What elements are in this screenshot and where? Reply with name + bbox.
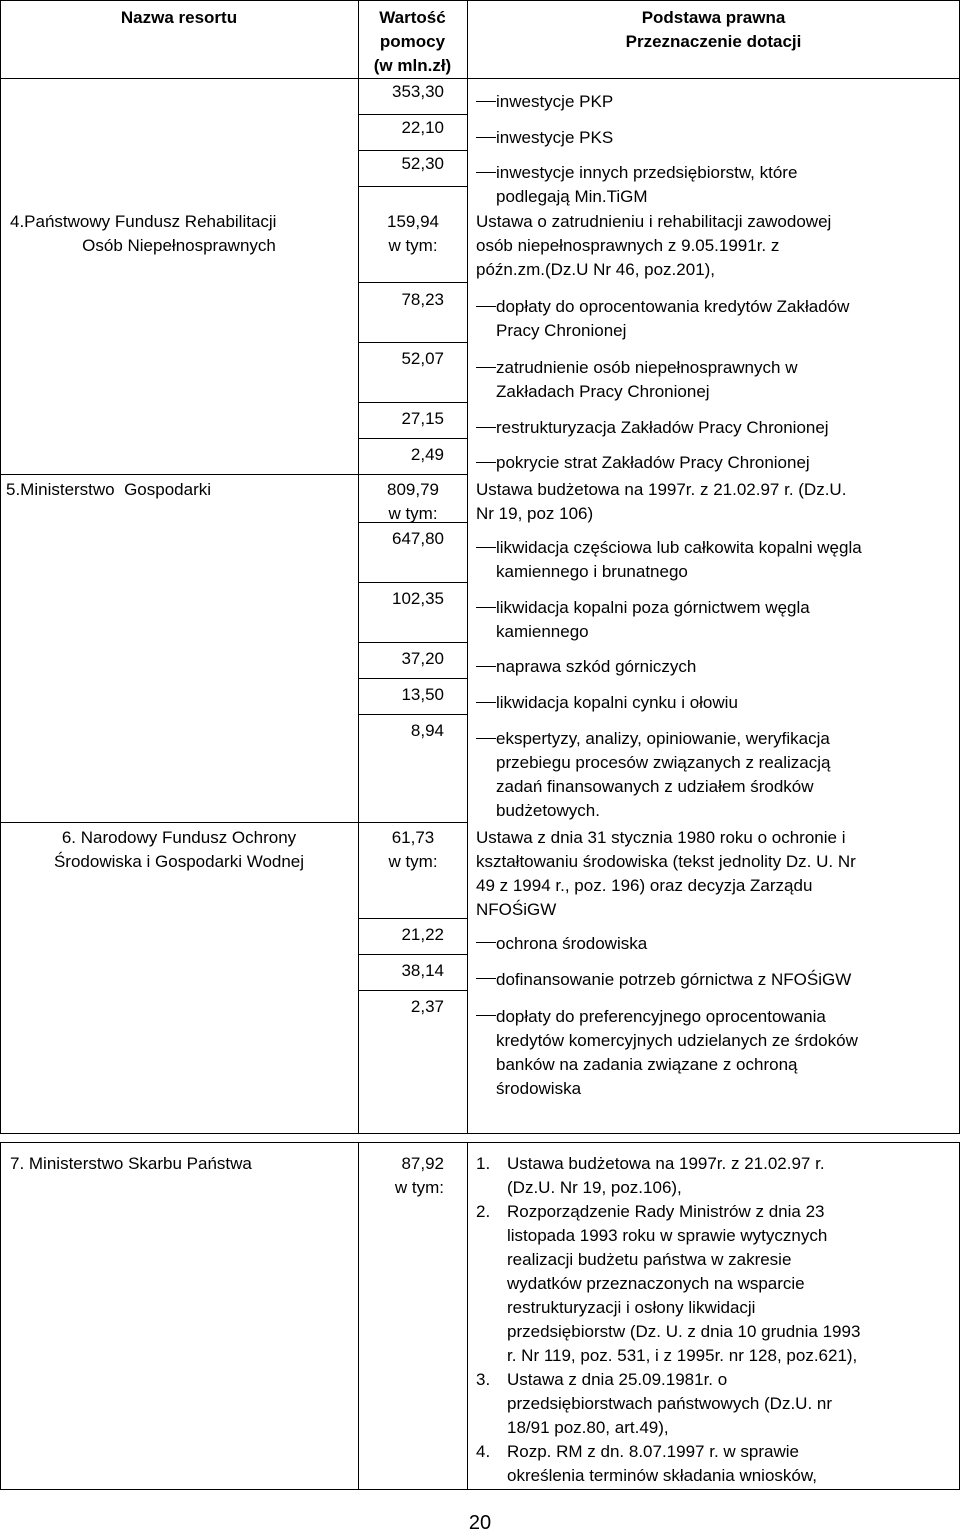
purpose-text: środowiska — [496, 1079, 582, 1098]
purpose-text: Zakładach Pracy Chronionej — [496, 382, 710, 401]
header-col3-line1: Podstawa prawna — [641, 8, 786, 27]
dash-bullet — [476, 306, 496, 307]
list-number: 1. — [476, 1154, 491, 1173]
dash-bullet — [476, 1015, 496, 1016]
purpose-text: naprawa szkód górniczych — [496, 657, 697, 676]
total-amount: 809,79 — [387, 480, 439, 499]
dash-bullet — [476, 942, 496, 943]
purpose-text: restrukturyzacja Zakładów Pracy Chronionej — [496, 418, 829, 437]
purpose-text: likwidacja częściowa lub całkowita kopalni węgla — [496, 538, 862, 557]
dash-bullet — [476, 738, 496, 739]
amount: 38,14 — [401, 961, 444, 980]
in-which-label: w tym: — [394, 1178, 444, 1197]
row-line — [358, 150, 467, 151]
col-divider-2b — [467, 1142, 468, 1490]
amount: 37,20 — [401, 649, 444, 668]
purpose-text: inwestycje innych przedsiębiorstw, które — [496, 163, 798, 182]
purpose-text: likwidacja kopalni cynku i ołowiu — [496, 693, 738, 712]
purpose-text: ochrona środowiska — [496, 934, 648, 953]
ministry-name: 5.Ministerstwo Gospodarki — [6, 480, 212, 499]
list-text: Ustawa budżetowa na 1997r. z 21.02.97 r. — [507, 1154, 825, 1173]
ministry-name: 7. Ministerstwo Skarbu Państwa — [10, 1154, 252, 1173]
amount: 102,35 — [392, 589, 444, 608]
legal-basis: osób niepełnosprawnych z 9.05.1991r. z — [476, 236, 780, 255]
purpose-text: Pracy Chronionej — [496, 321, 627, 340]
legal-basis: kształtowaniu środowiska (tekst jednolity Dz. U. Nr — [476, 852, 856, 871]
amount: 52,30 — [401, 154, 444, 173]
dash-bullet — [476, 172, 496, 173]
list-text: wydatków przeznaczonych na wsparcie — [507, 1274, 805, 1293]
header-col2-line1: Wartość — [379, 8, 446, 27]
dash-bullet — [476, 137, 496, 138]
page-number: 20 — [468, 1512, 492, 1534]
purpose-text: ekspertyzy, analizy, opiniowanie, weryfikacja — [496, 729, 830, 748]
list-number: 3. — [476, 1370, 491, 1389]
list-text: listopada 1993 roku w sprawie wytycznych — [507, 1226, 828, 1245]
purpose-text: kamiennego i brunatnego — [496, 562, 688, 581]
list-text: r. Nr 119, poz. 531, i z 1995r. nr 128, poz.621), — [507, 1346, 858, 1365]
row-line — [0, 822, 467, 823]
row-line — [358, 918, 467, 919]
list-text: przedsiębiorstw (Dz. U. z dnia 10 grudnia 1993 — [507, 1322, 861, 1341]
total-amount: 61,73 — [391, 828, 435, 847]
list-number: 4. — [476, 1442, 491, 1461]
list-text: (Dz.U. Nr 19, poz.106), — [507, 1178, 682, 1197]
dash-bullet — [476, 547, 496, 548]
row-line — [358, 678, 467, 679]
list-text: Rozporządzenie Rady Ministrów z dnia 23 — [507, 1202, 825, 1221]
purpose-text: przebiegu procesów związanych z realizacją — [496, 753, 831, 772]
in-which-label: w tym: — [388, 236, 438, 255]
in-which-label: w tym: — [388, 852, 438, 871]
dash-bullet — [476, 607, 496, 608]
purpose-text: banków na zadania związane z ochroną — [496, 1055, 798, 1074]
purpose-text: dofinansowanie potrzeb górnictwa z NFOŚiGW — [496, 970, 852, 989]
purpose-text: kredytów komercyjnych udzielanych ze śrdoków — [496, 1031, 858, 1050]
purpose-text: inwestycje PKP — [496, 92, 614, 111]
amount: 21,22 — [401, 925, 444, 944]
row-line — [358, 438, 467, 439]
purpose-text: zadań finansowanych z udziałem środków — [496, 777, 814, 796]
row-line — [358, 714, 467, 715]
dash-bullet — [476, 978, 496, 979]
dash-bullet — [476, 666, 496, 667]
row-line — [358, 402, 467, 403]
list-text: Ustawa z dnia 25.09.1981r. o — [507, 1370, 728, 1389]
row-line — [358, 114, 467, 115]
table-second — [0, 1142, 960, 1490]
amount: 52,07 — [401, 349, 444, 368]
ministry-name: 4.Państwowy Fundusz Rehabilitacji — [10, 212, 277, 231]
row-line — [358, 990, 467, 991]
header-col2-line3: (w mln.zł) — [373, 56, 452, 75]
header-col3-line2: Przeznaczenie dotacji — [625, 32, 802, 51]
ministry-name: Środowiska i Gospodarki Wodnej — [53, 852, 305, 871]
row-line — [358, 642, 467, 643]
row-line — [358, 186, 467, 187]
dash-bullet — [476, 367, 496, 368]
list-text: przedsiębiorstwach państwowych (Dz.U. nr — [507, 1394, 833, 1413]
list-text: realizacji budżetu państwa w zakresie — [507, 1250, 792, 1269]
list-text: określenia terminów składania wniosków, — [507, 1466, 817, 1485]
purpose-text: dopłaty do preferencyjnego oprocentowania — [496, 1007, 826, 1026]
legal-basis: Ustawa z dnia 31 stycznia 1980 roku o ochronie i — [476, 828, 846, 847]
amount: 353,30 — [392, 82, 444, 101]
dash-bullet — [476, 427, 496, 428]
list-text: restrukturyzacji i osłony likwidacji — [507, 1298, 756, 1317]
header-divider — [0, 78, 960, 79]
amount: 22,10 — [401, 118, 444, 137]
amount: 647,80 — [392, 529, 444, 548]
total-amount: 87,92 — [401, 1154, 444, 1173]
amount: 8,94 — [410, 721, 444, 740]
dash-bullet — [476, 101, 496, 102]
row-line — [358, 282, 467, 283]
row-line — [0, 474, 467, 475]
legal-basis: Ustawa o zatrudnieniu i rehabilitacji zawodowej — [476, 212, 832, 231]
amount: 2,49 — [410, 445, 444, 464]
legal-basis: 49 z 1994 r., poz. 196) oraz decyzja Zarządu — [476, 876, 813, 895]
header-col2-line2: pomocy — [379, 32, 446, 51]
ministry-name: Osób Niepełnosprawnych — [82, 236, 276, 255]
legal-basis: Ustawa budżetowa na 1997r. z 21.02.97 r. (Dz.U. — [476, 480, 847, 499]
purpose-text: likwidacja kopalni poza górnictwem węgla — [496, 598, 810, 617]
in-which-label: w tym: — [388, 504, 438, 523]
dash-bullet — [476, 702, 496, 703]
purpose-text: podlegają Min.TiGM — [496, 187, 648, 206]
list-number: 2. — [476, 1202, 491, 1221]
row-line — [358, 342, 467, 343]
total-amount: 159,94 — [387, 212, 439, 231]
header-col1: Nazwa resortu — [120, 8, 238, 27]
ministry-name: 6. Narodowy Fundusz Ochrony — [61, 828, 297, 847]
list-text: Rozp. RM z dn. 8.07.1997 r. w sprawie — [507, 1442, 799, 1461]
amount: 2,37 — [410, 997, 444, 1016]
col-divider-2 — [467, 0, 468, 1134]
legal-basis: NFOŚiGW — [476, 900, 557, 919]
purpose-text: pokrycie strat Zakładów Pracy Chronionej — [496, 453, 810, 472]
purpose-text: budżetowych. — [496, 801, 600, 820]
amount: 13,50 — [401, 685, 444, 704]
amount: 78,23 — [401, 290, 444, 309]
purpose-text: zatrudnienie osób niepełnosprawnych w — [496, 358, 798, 377]
dash-bullet — [476, 462, 496, 463]
row-line — [358, 582, 467, 583]
amount: 27,15 — [401, 409, 444, 428]
purpose-text: inwestycje PKS — [496, 128, 614, 147]
legal-basis: późn.zm.(Dz.U Nr 46, poz.201), — [476, 260, 716, 279]
legal-basis: Nr 19, poz 106) — [476, 504, 594, 523]
list-text: 18/91 poz.80, art.49), — [507, 1418, 669, 1437]
row-line — [358, 954, 467, 955]
purpose-text: dopłaty do oprocentowania kredytów Zakładów — [496, 297, 850, 316]
purpose-text: kamiennego — [496, 622, 589, 641]
